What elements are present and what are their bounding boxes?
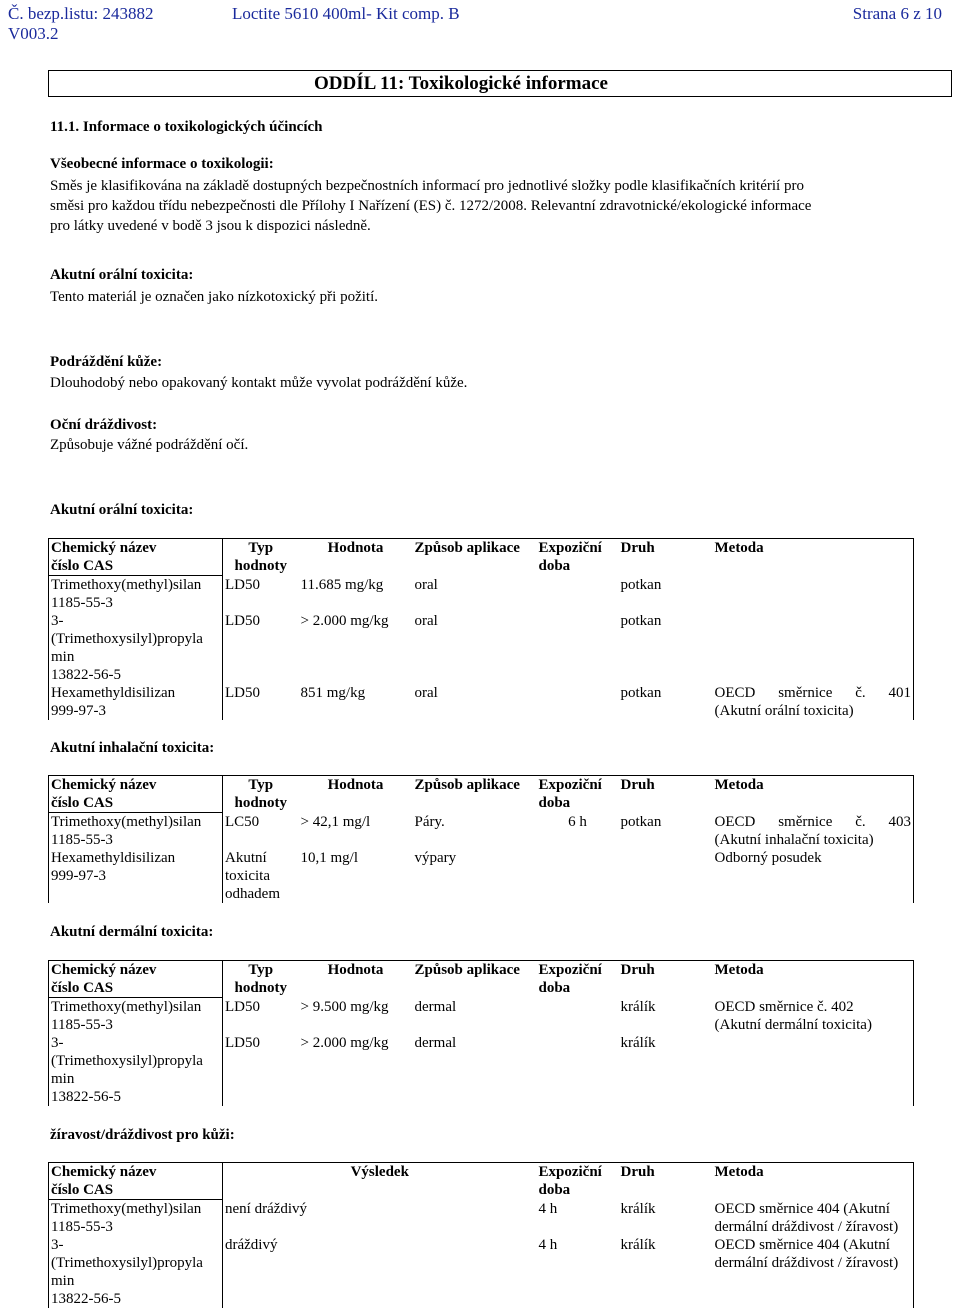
cell-name: Trimethoxy(methyl)silan [51, 814, 202, 830]
section-bar [48, 70, 952, 97]
cell-name-3: min [51, 649, 75, 665]
table-header-row [49, 539, 914, 576]
cell-result: není dráždivý [225, 1200, 308, 1217]
cell-species: potkan [620, 576, 662, 593]
col-method: Metoda [713, 539, 914, 576]
page-header [8, 4, 952, 44]
cell-type: LD50 [225, 685, 260, 701]
cell-species: králík [620, 998, 656, 1015]
cell-method-1: OECD směrnice č. 402 [714, 998, 854, 1015]
cell-name-3: min [51, 1071, 75, 1087]
cell-cas: 13822-56-5 [51, 1089, 121, 1105]
method-part: č. [855, 685, 866, 701]
cell-name-2: (Trimethoxysilyl)propyla [51, 1255, 203, 1271]
cell-route: dermal [414, 1035, 457, 1051]
cell-type-3: odhadem [225, 886, 280, 902]
cell-cas: 1185-55-3 [51, 1017, 113, 1033]
col-route: Způsob aplikace [413, 776, 537, 813]
col-route: Způsob aplikace [413, 539, 537, 576]
col-name: Chemický název [51, 777, 157, 793]
table-row [49, 1034, 914, 1106]
cell-method [713, 1034, 914, 1106]
cell-type: LD50 [225, 576, 260, 593]
col-type: Typ [248, 962, 274, 978]
cell-cas: 1185-55-3 [51, 595, 113, 611]
cell-value: > 42,1 mg/l [300, 813, 371, 830]
table-header-row [49, 961, 914, 998]
doc-version: V003.2 [8, 24, 59, 43]
cell-method: Odborný posudek [713, 849, 914, 903]
general-text [50, 177, 930, 235]
col-exposure-2: doba [538, 558, 571, 574]
table-row [49, 813, 914, 850]
cell-name: Hexamethyldisilizan [51, 850, 176, 866]
cell-method-1: OECD směrnice 404 (Akutní [714, 1200, 890, 1217]
cell-type: LD50 [225, 613, 260, 629]
oral-heading: Akutní orální toxicita: [50, 267, 194, 283]
cell-name-2: (Trimethoxysilyl)propyla [51, 631, 203, 647]
method-part: OECD [714, 813, 756, 830]
cell-value: 11.685 mg/kg [300, 576, 384, 593]
cell-species: králík [620, 1200, 656, 1217]
cell-cas: 1185-55-3 [51, 1219, 113, 1235]
col-value: Hodnota [299, 961, 413, 998]
col-name: Chemický název [51, 1164, 157, 1180]
general-heading: Všeobecné informace o toxikologii: [50, 156, 274, 172]
doc-number: Č. bezp.listu: 243882 [8, 4, 154, 23]
cell-route: oral [414, 685, 438, 701]
col-cas: číslo CAS [51, 980, 114, 996]
cell-species: králík [620, 1237, 656, 1253]
col-exposure: Expoziční [538, 962, 602, 978]
derm-table-title: Akutní dermální toxicita: [50, 924, 214, 940]
col-cas: číslo CAS [51, 795, 114, 811]
cell-cas: 13822-56-5 [51, 1291, 121, 1307]
cell-method [713, 998, 914, 1035]
col-exposure-2: doba [538, 795, 571, 811]
cell-method-1: OECD směrnice 404 (Akutní [714, 1237, 890, 1253]
col-value: Hodnota [299, 776, 413, 813]
cell-species [619, 849, 713, 903]
col-exposure: Expoziční [538, 540, 602, 556]
table-header-row [49, 1163, 914, 1200]
col-species: Druh [619, 961, 713, 998]
col-type-2: hodnoty [234, 980, 288, 996]
table-row [49, 612, 914, 684]
col-cas: číslo CAS [51, 558, 114, 574]
eye-text: Způsobuje vážné podráždění očí. [50, 437, 249, 453]
col-result: Výsledek [223, 1163, 537, 1200]
section-title: ODDÍL 11: Toxikologické informace [314, 73, 608, 94]
cell-species: potkan [620, 813, 662, 830]
table-row [49, 684, 914, 720]
cell-exposure [537, 1034, 619, 1106]
cell-exposure [537, 998, 619, 1035]
method-part: 403 [888, 813, 912, 830]
corr-table-title: žíravost/dráždivost pro kůži: [50, 1127, 235, 1143]
page-number: Strana 6 z 10 [852, 4, 942, 23]
cell-method [713, 813, 914, 850]
cell-method [713, 1200, 914, 1237]
cell-species: potkan [620, 685, 662, 701]
cell-exposure: 4 h [538, 1200, 558, 1217]
col-value: Hodnota [299, 539, 413, 576]
table-row [49, 576, 914, 613]
col-exposure: Expoziční [538, 1164, 602, 1180]
cell-method-2: (Akutní inhalační toxicita) [714, 831, 874, 848]
col-method: Metoda [713, 776, 914, 813]
cell-name-2: (Trimethoxysilyl)propyla [51, 1053, 203, 1069]
cell-exposure: 6 h [568, 813, 587, 830]
cell-method [713, 612, 914, 684]
cell-method-2: (Akutní orální toxicita) [714, 703, 854, 719]
subsection-title: 11.1. Informace o toxikologických účincích [50, 119, 323, 135]
method-part: OECD [714, 685, 756, 701]
cell-value: 10,1 mg/l [300, 850, 359, 866]
table-row [49, 1200, 914, 1237]
cell-value: 851 mg/kg [300, 685, 366, 701]
cell-cas: 13822-56-5 [51, 667, 121, 683]
skin-heading: Podráždění kůže: [50, 354, 163, 370]
cell-route: výpary [414, 850, 457, 866]
cell-name: Trimethoxy(methyl)silan [51, 577, 202, 593]
col-name: Chemický název [51, 540, 157, 556]
cell-value: > 9.500 mg/kg [300, 998, 389, 1015]
cell-name: Hexamethyldisilizan [51, 685, 176, 701]
col-type-2: hodnoty [234, 795, 288, 811]
eye-heading: Oční dráždivost: [50, 417, 158, 433]
col-method: Metoda [713, 961, 914, 998]
table-row [49, 1236, 914, 1308]
cell-type: LD50 [225, 1035, 260, 1051]
general-line: pro látky uvedené v bodě 3 jsou k dispozici následně. [50, 218, 371, 234]
cell-method [713, 684, 914, 720]
cell-route: dermal [414, 998, 457, 1015]
cell-value: > 2.000 mg/kg [300, 1035, 389, 1051]
corr-table [48, 1162, 914, 1308]
general-line: Směs je klasifikována na základě dostupných bezpečnostních informací pro jednotlivé složky podle klasifikačních kritérií pro [50, 178, 804, 194]
derm-table [48, 960, 914, 1106]
oral-table-title: Akutní orální toxicita: [50, 502, 194, 518]
cell-cas: 999-97-3 [51, 703, 106, 719]
cell-name: Trimethoxy(methyl)silan [51, 1201, 202, 1217]
cell-route: Páry. [414, 813, 445, 830]
cell-type: Akutní [225, 850, 267, 866]
col-method: Metoda [713, 1163, 914, 1200]
cell-method-2: dermální dráždivost / žíravost) [714, 1218, 899, 1235]
method-part: č. [855, 813, 866, 830]
cell-cas: 999-97-3 [51, 868, 106, 884]
cell-name: 3- [51, 1035, 64, 1051]
cell-name: 3- [51, 1237, 64, 1253]
table-row [49, 998, 914, 1035]
cell-exposure [537, 684, 619, 720]
cell-exposure [537, 576, 619, 613]
cell-method [713, 1236, 914, 1308]
cell-method [713, 576, 914, 613]
method-part: 401 [888, 685, 912, 701]
oral-table [48, 538, 914, 720]
cell-method-2: dermální dráždivost / žíravost) [714, 1255, 899, 1271]
table-row [49, 849, 914, 903]
cell-method-2: (Akutní dermální toxicita) [714, 1016, 872, 1033]
col-exposure: Expoziční [538, 777, 602, 793]
inhal-table [48, 775, 914, 903]
col-route: Způsob aplikace [413, 961, 537, 998]
cell-cas: 1185-55-3 [51, 832, 113, 848]
col-exposure-2: doba [538, 1182, 571, 1198]
col-species: Druh [619, 776, 713, 813]
cell-exposure [537, 612, 619, 684]
cell-route: oral [414, 613, 438, 629]
oral-text: Tento materiál je označen jako nízkotoxický při požití. [50, 289, 379, 305]
cell-exposure [537, 849, 619, 903]
cell-species: králík [620, 1035, 656, 1051]
skin-text: Dlouhodobý nebo opakovaný kontakt může vyvolat podráždění kůže. [50, 375, 468, 391]
col-species: Druh [619, 539, 713, 576]
product-name: Loctite 5610 400ml- Kit comp. B [232, 4, 460, 23]
table-header-row [49, 776, 914, 813]
cell-species: potkan [620, 613, 662, 629]
col-cas: číslo CAS [51, 1182, 114, 1198]
method-part: směrnice [778, 685, 833, 701]
col-type: Typ [248, 777, 274, 793]
cell-result: dráždivý [225, 1237, 278, 1253]
inhal-table-title: Akutní inhalační toxicita: [50, 740, 215, 756]
cell-type: LC50 [225, 813, 260, 830]
general-line: směsi pro každou třídu nebezpečnosti dle Přílohy I Nařízení (ES) č. 1272/2008. Relevantní zdravotnické/ekologické informace [50, 198, 812, 214]
cell-exposure: 4 h [538, 1237, 558, 1253]
col-type: Typ [248, 540, 274, 556]
cell-type: LD50 [225, 998, 260, 1015]
col-type-2: hodnoty [234, 558, 288, 574]
cell-route: oral [414, 576, 438, 593]
method-part: směrnice [778, 813, 833, 830]
col-name: Chemický název [51, 962, 157, 978]
cell-type-2: toxicita [225, 868, 270, 884]
col-exposure-2: doba [538, 980, 571, 996]
col-species: Druh [619, 1163, 713, 1200]
cell-value: > 2.000 mg/kg [300, 613, 389, 629]
cell-name-3: min [51, 1273, 75, 1289]
cell-name: Trimethoxy(methyl)silan [51, 999, 202, 1015]
cell-name: 3- [51, 613, 64, 629]
